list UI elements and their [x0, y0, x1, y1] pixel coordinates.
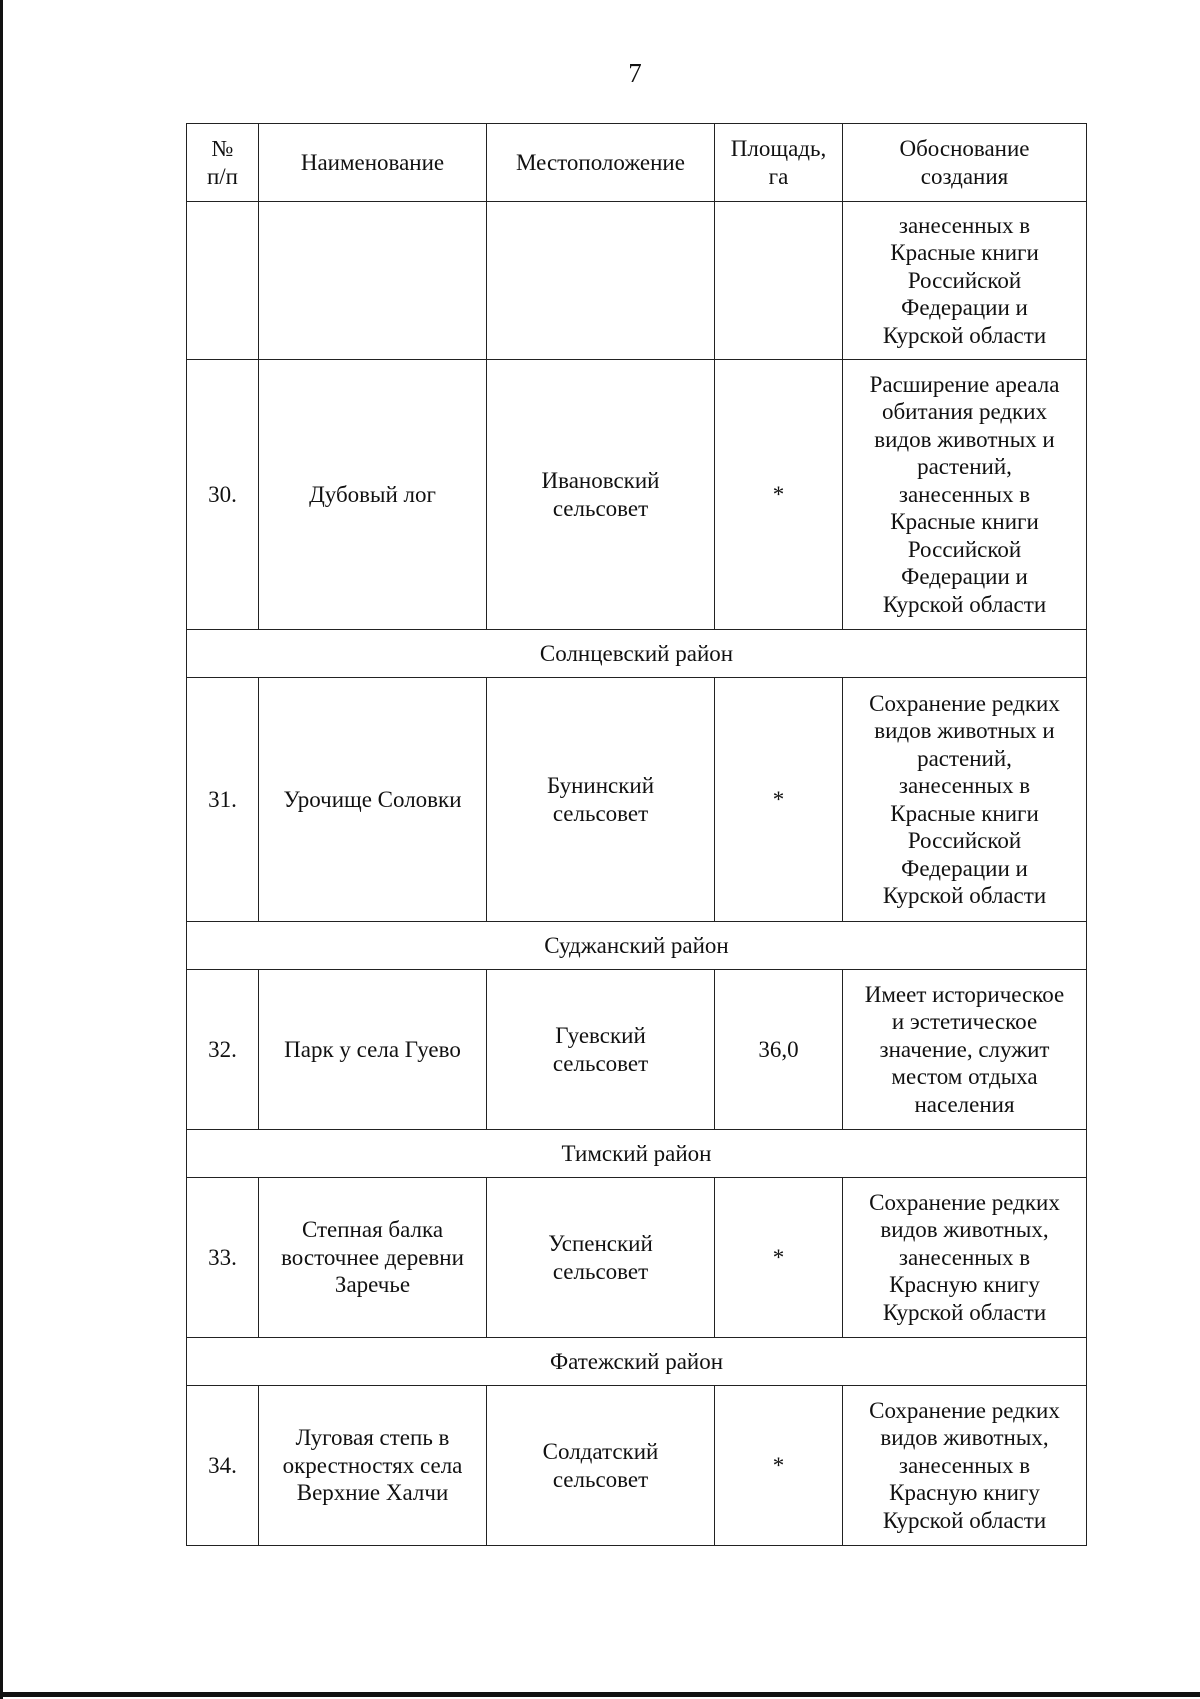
row-number: 33. [187, 1178, 259, 1338]
header-name: Наименование [259, 124, 487, 202]
row-area: * [715, 360, 843, 630]
header-number: № п/п [187, 124, 259, 202]
district-row [187, 630, 1087, 678]
row-number [187, 202, 259, 360]
table-row [187, 970, 1087, 1130]
table-header [187, 124, 1087, 202]
row-name: Урочище Соловки [259, 678, 487, 922]
page-edge-left [0, 0, 3, 1699]
row-location: Гуевский сельсовет [487, 970, 715, 1130]
row-location: Солдатский сельсовет [487, 1386, 715, 1546]
row-reason: Имеет историческое и эстетическое значение, служит местом отдыха населения [843, 970, 1087, 1130]
row-reason: Сохранение редких видов животных, занесенных в Красную книгу Курской области [843, 1178, 1087, 1338]
row-location [487, 202, 715, 360]
district-label: Фатежский район [187, 1338, 1087, 1386]
row-area: * [715, 1386, 843, 1546]
row-area: * [715, 1178, 843, 1338]
row-location: Ивановский сельсовет [487, 360, 715, 630]
header-area: Площадь, га [715, 124, 843, 202]
row-reason: Сохранение редких видов животных, занесенных в Красную книгу Курской области [843, 1386, 1087, 1546]
district-row [187, 922, 1087, 970]
row-number: 32. [187, 970, 259, 1130]
district-label: Тимский район [187, 1130, 1087, 1178]
page-number: 7 [628, 58, 642, 88]
page-edge-bottom [0, 1692, 1200, 1697]
row-area: * [715, 678, 843, 922]
row-area [715, 202, 843, 360]
row-location: Бунинский сельсовет [487, 678, 715, 922]
row-name: Дубовый лог [259, 360, 487, 630]
row-number: 30. [187, 360, 259, 630]
header-row [187, 124, 1087, 202]
row-name: Степная балка восточнее деревни Заречье [259, 1178, 487, 1338]
row-number: 31. [187, 678, 259, 922]
header-location: Местоположение [487, 124, 715, 202]
table-body [187, 202, 1087, 1546]
row-reason: Расширение ареала обитания редких видов животных и растений, занесенных в Красные книги Российской Федерации и Курской области [843, 360, 1087, 630]
row-name [259, 202, 487, 360]
row-location: Успенский сельсовет [487, 1178, 715, 1338]
row-number: 34. [187, 1386, 259, 1546]
district-label: Солнцевский район [187, 630, 1087, 678]
district-label: Суджанский район [187, 922, 1087, 970]
protected-areas-table [186, 123, 1087, 1546]
header-reason: Обоснование создания [843, 124, 1087, 202]
table-row [187, 360, 1087, 630]
table-row [187, 678, 1087, 922]
district-row [187, 1338, 1087, 1386]
row-reason: Сохранение редких видов животных и растений, занесенных в Красные книги Российской Федерации и Курской области [843, 678, 1087, 922]
table-row [187, 1386, 1087, 1546]
table-row [187, 202, 1087, 360]
row-reason: занесенных в Красные книги Российской Федерации и Курской области [843, 202, 1087, 360]
row-area: 36,0 [715, 970, 843, 1130]
district-row [187, 1130, 1087, 1178]
row-name: Парк у села Гуево [259, 970, 487, 1130]
row-name: Луговая степь в окрестностях села Верхние Халчи [259, 1386, 487, 1546]
table-row [187, 1178, 1087, 1338]
